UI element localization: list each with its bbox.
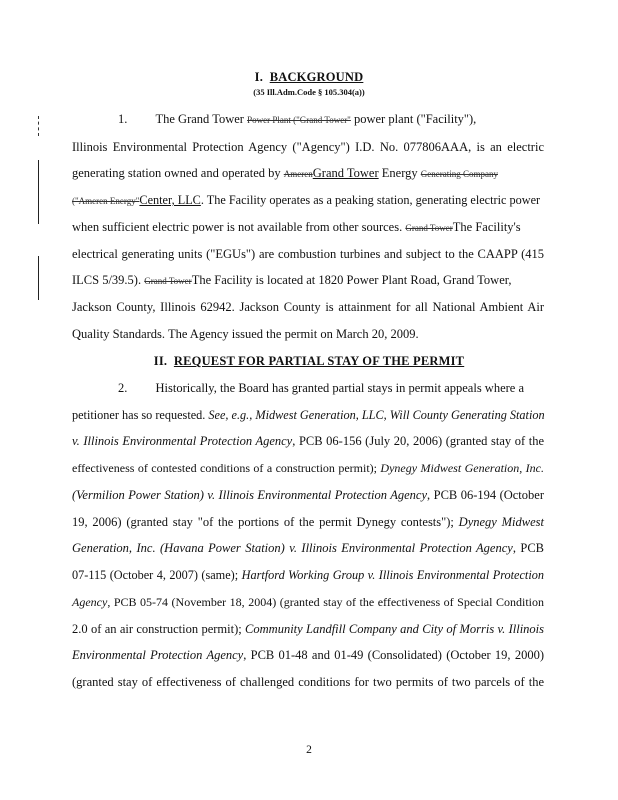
paragraph-1-line-5: when sufficient electric power is not available from other sources. Grand TowerThe Facility's (72, 220, 521, 234)
paragraph-1-line-4: ("Ameren Energy"Center, LLC. The Facility operates as a peaking station, generating electric power (72, 193, 541, 207)
paragraph-2-line-9: Agency, PCB 05-74 (November 18, 2004) (granted stay of the effectiveness of Special Condition (72, 595, 544, 609)
paragraph-2-line-2: petitioner has so requested. See, e.g., Midwest Generation, LLC, Will County Generating Station (72, 408, 545, 422)
paragraph-2-line-4: effectiveness of contested conditions of a construction permit); Dynegy Midwest Generation, Inc. (72, 461, 544, 475)
revision-mark (38, 116, 39, 136)
section-heading-request-stay: II. REQUEST FOR PARTIAL STAY OF THE PERMIT (153, 354, 465, 368)
paragraph-2-line-7: Generation, Inc. (Havana Power Station) v. Illinois Environmental Protection Agency, PCB (72, 541, 544, 555)
section-heading-background: I. BACKGROUND (254, 70, 364, 84)
paragraph-1-line-9: Quality Standards. The Agency issued the permit on March 20, 2009. (72, 327, 419, 341)
revision-bar (38, 256, 39, 300)
paragraph-2-line-11: Environmental Protection Agency, PCB 01-48 and 01-49 (Consolidated) (October 19, 2000) (72, 648, 544, 662)
paragraph-2-line-12: (granted stay of effectiveness of challenged conditions for two permits of two parcels of the (72, 675, 544, 689)
section-citation: (35 Ill.Adm.Code § 105.304(a)) (253, 87, 365, 97)
paragraph-2-line-10: 2.0 of an air construction permit); Community Landfill Company and City of Morris v. Illinois (72, 622, 545, 636)
page-number: 2 (306, 744, 312, 756)
paragraph-1-line-3: generating station owned and operated by AmerenGrand Tower Energy Generating Company (72, 166, 498, 180)
paragraph-1-line-6: electrical generating units ("EGUs") are combustion turbines and subject to the CAAPP (415 (72, 247, 544, 261)
paragraph-2-line-6: 19, 2006) (granted stay "of the portions of the permit Dynegy contests"); Dynegy Midwest (72, 515, 544, 529)
paragraph-1-line-8: Jackson County, Illinois 62942. Jackson County is attainment for all National Ambient Air (72, 300, 544, 314)
paragraph-1-line-1: 1. The Grand Tower Power Plant ("Grand Tower" power plant ("Facility"), (118, 112, 477, 126)
paragraph-2-line-8: 07-115 (October 4, 2007) (same); Hartford Working Group v. Illinois Environmental Protection (72, 568, 544, 582)
paragraph-2-line-5: (Vermilion Power Station) v. Illinois Environmental Protection Agency, PCB 06-194 (October (72, 488, 544, 502)
paragraph-2-line-1: 2. Historically, the Board has granted partial stays in permit appeals where a (118, 381, 525, 395)
paragraph-1-line-2: Illinois Environmental Protection Agency ("Agency") I.D. No. 077806AAA, is an electric (72, 140, 544, 154)
revision-bar (38, 160, 39, 224)
paragraph-1-line-7: ILCS 5/39.5). Grand TowerThe Facility is located at 1820 Power Plant Road, Grand Tower, (72, 273, 512, 287)
paragraph-2-line-3: v. Illinois Environmental Protection Agency, PCB 06-156 (July 20, 2006) (granted stay of the (72, 434, 544, 448)
